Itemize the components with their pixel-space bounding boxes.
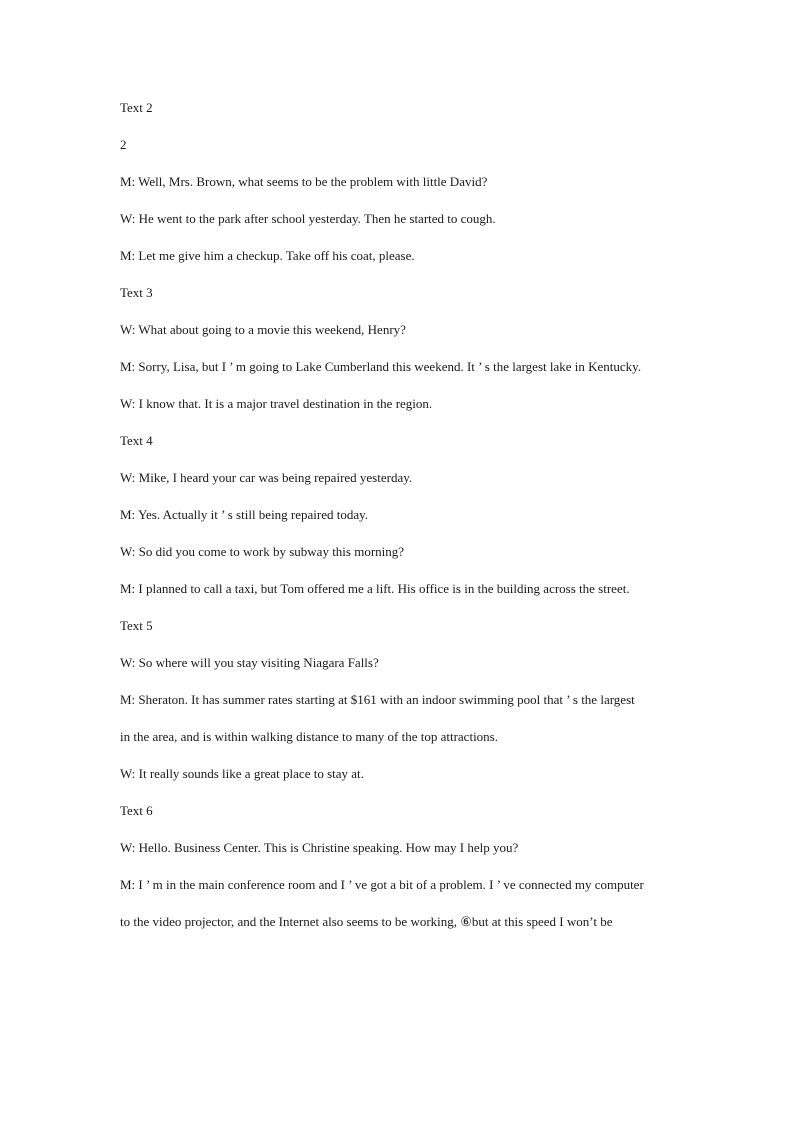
dialogue-line: W: It really sounds like a great place to stay at. <box>120 766 364 781</box>
dialogue-line: to the video projector, and the Internet also seems to be working, ⑥but at this speed I won’t be <box>120 914 613 929</box>
dialogue-line: W: He went to the park after school yesterday. Then he started to cough. <box>120 211 496 226</box>
heading-text-4: Text 4 <box>120 433 153 448</box>
dialogue-line: M: Yes. Actually it ’ s still being repaired today. <box>120 507 369 522</box>
dialogue-line: M: Let me give him a checkup. Take off his coat, please. <box>120 248 415 263</box>
dialogue-line: W: So did you come to work by subway this morning? <box>120 544 405 559</box>
dialogue-line: M: Well, Mrs. Brown, what seems to be the problem with little David? <box>120 174 488 189</box>
dialogue-line: in the area, and is within walking distance to many of the top attractions. <box>120 729 498 744</box>
dialogue-line: W: So where will you stay visiting Niagara Falls? <box>120 655 379 670</box>
dialogue-line: W: Mike, I heard your car was being repaired yesterday. <box>120 470 413 485</box>
dialogue-line: M: I planned to call a taxi, but Tom offered me a lift. His office is in the building across the street. <box>120 581 630 596</box>
dialogue-line: M: Sorry, Lisa, but I ’ m going to Lake Cumberland this weekend. It ’ s the largest lake in Kentucky. <box>120 359 642 374</box>
heading-text-6: Text 6 <box>120 803 153 818</box>
document-page <box>120 96 674 947</box>
dialogue-line: M: Sheraton. It has summer rates starting at $161 with an indoor swimming pool that ’ s the largest <box>120 692 635 707</box>
heading-text-3: Text 3 <box>120 285 153 300</box>
dialogue-line: W: Hello. Business Center. This is Christine speaking. How may I help you? <box>120 840 519 855</box>
question-number: 2 <box>120 137 127 152</box>
dialogue-line: M: I ’ m in the main conference room and I ’ ve got a bit of a problem. I ’ ve connected my computer <box>120 877 644 892</box>
dialogue-line: W: What about going to a movie this weekend, Henry? <box>120 322 406 337</box>
heading-text-2: Text 2 <box>120 100 153 115</box>
dialogue-line: W: I know that. It is a major travel destination in the region. <box>120 396 433 411</box>
heading-text-5: Text 5 <box>120 618 153 633</box>
